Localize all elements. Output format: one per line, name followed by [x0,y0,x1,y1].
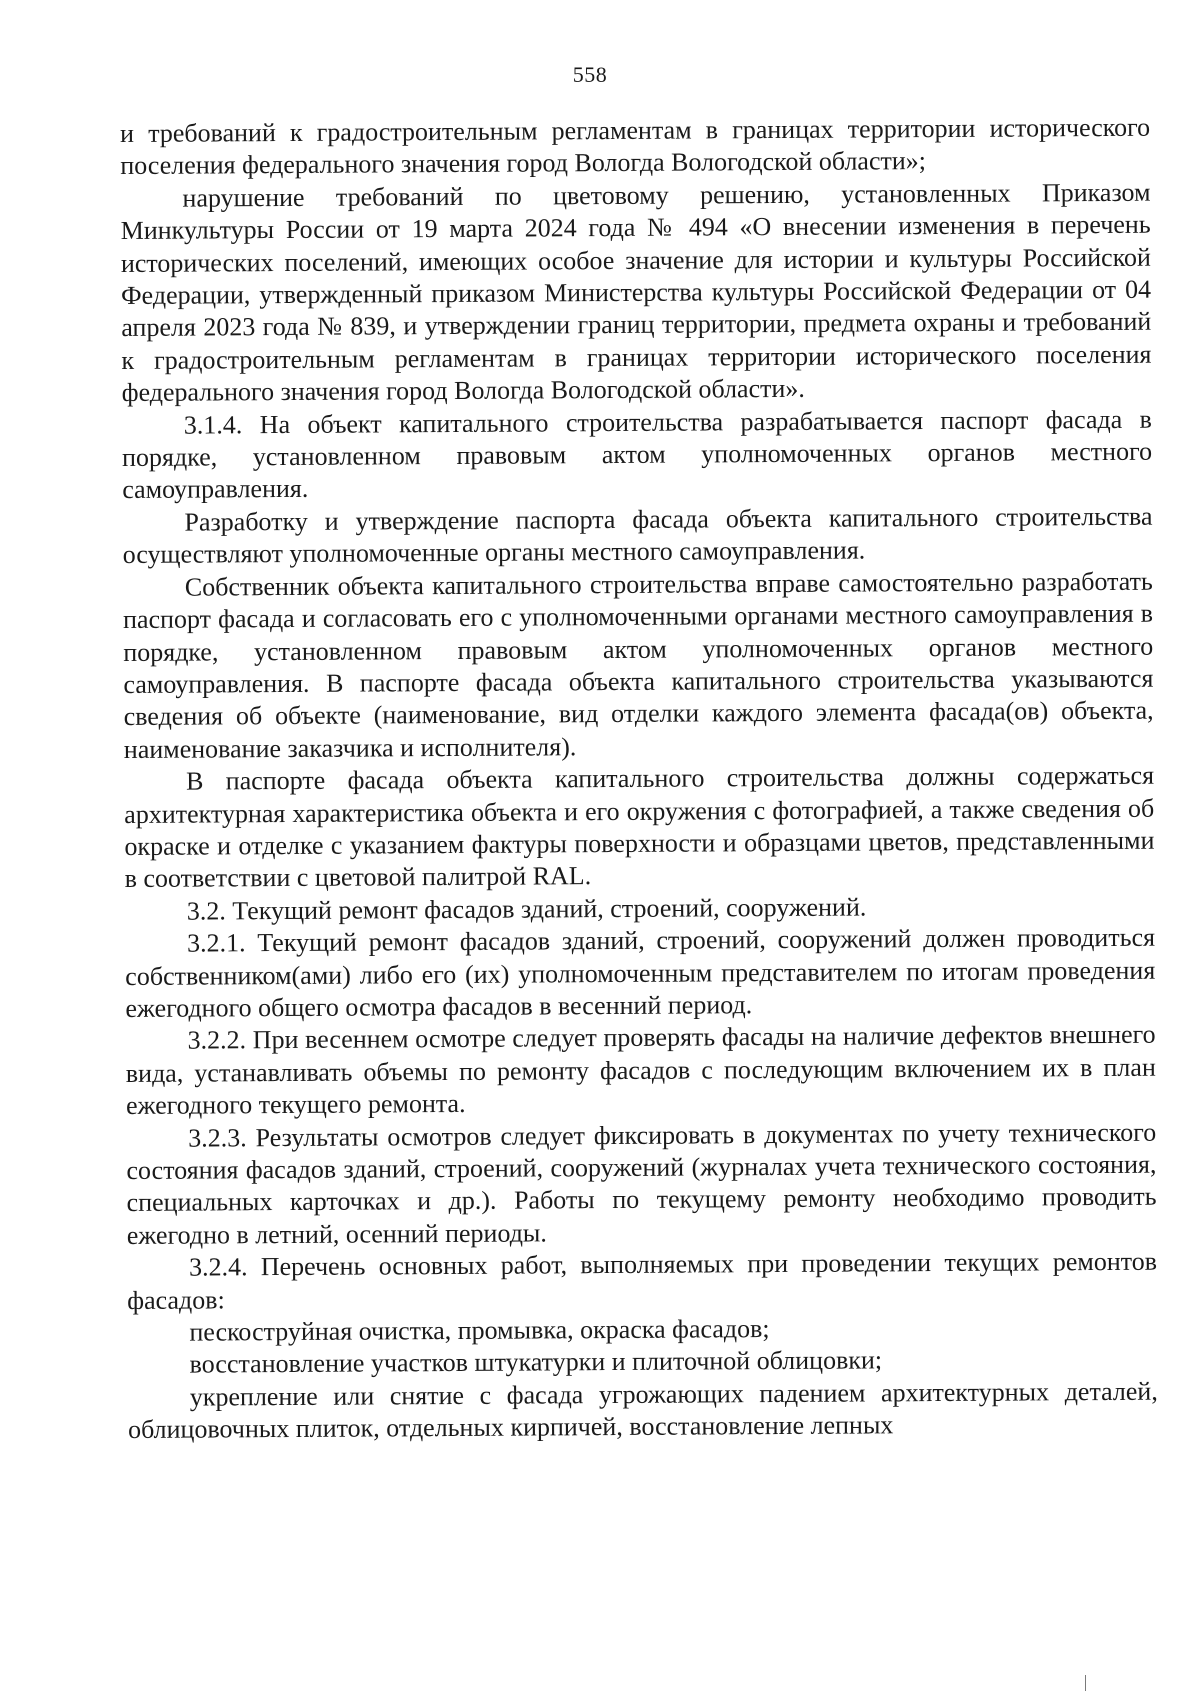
paragraph-3-2-3: 3.2.3. Результаты осмотров следует фиксировать в документах по учету технического состояния фасадов зданий, строений, сооружений (журналах учета технического состояния, специальных карточках и др.). Работы по текущему ремонту необходимо проводить ежегодно в летний, осенний периоды. [126,1117,1157,1250]
paragraph-3-1-4: 3.1.4. На объект капитального строительства разрабатывается паспорт фасада в порядке, установленном правовым актом уполномоченных органов местного самоуправления. [121,404,1153,505]
list-item-reinforcement: укрепление или снятие с фасада угрожающих падением архитектурных деталей, облицовочных плиток, отдельных кирпичей, восстановление лепных [127,1376,1158,1445]
paragraph-passport-development: Разработку и утверждение паспорта фасада объекта капитального строительства осуществляют уполномоченные органы местного самоуправления. [122,501,1153,570]
document-body [120,112,1158,1447]
scan-edge-mark [1085,1675,1086,1691]
paragraph-3-2-2: 3.2.2. При весеннем осмотре следует проверять фасады на наличие дефектов внешнего вида, устанавливать объемы по ремонту фасадов с последующим включением их в план ежегодного текущего ремонта. [125,1020,1156,1121]
list-item-sandblasting: пескоструйная очистка, промывка, окраска фасадов; [189,1314,770,1347]
paragraph-continuation: и требований к градостроительным регламентам в границах территории исторического поселения федерального значения город Вологда Вологодской области»; [120,112,1151,181]
page-number: 558 [572,62,608,87]
paragraph-3-2-4: 3.2.4. Перечень основных работ, выполняемых при проведении текущих ремонтов фасадов: [127,1246,1158,1315]
paragraph-3-2-1: 3.2.1. Текущий ремонт фасадов зданий, строений, сооружений должен проводиться собственником(ами) либо его (их) уполномоченным представителем по итогам проведения ежегодного общего осмотра фасадов в весенний период. [125,922,1156,1023]
paragraph-passport-contents: В паспорте фасада объекта капитального строительства должны содержаться архитектурная характеристика объекта и его окружения с фотографией, а также сведения об окраске и отделке с указанием фактуры поверхности и образцами цветов, представленными в соответствии с цветовой палитрой RAL. [124,760,1155,894]
list-item-plaster-restoration: восстановление участков штукатурки и плиточной облицовки; [189,1345,883,1380]
paragraph-owner-rights: Собственник объекта капитального строительства вправе самостоятельно разработать паспорт фасада и согласовать его с уполномоченными органами местного самоуправления в порядке, установленном правовым актом уполномоченных органов местного самоуправления. В паспорте фасада объекта капитального строительства указываются сведения об объекте (наименование, вид отделки каждого элемента фасада(ов) объекта, наименование заказчика и исполнителя). [122,566,1154,764]
section-heading-3-2: 3.2. Текущий ремонт фасадов зданий, строений, сооружений. [186,892,867,926]
paragraph-color-requirements-violation: нарушение требований по цветовому решению, установленных Приказом Минкультуры России от 19 марта 2024 года № 494 «О внесении изменения в перечень исторических поселений, имеющих особое значение для истории и культуры Российской Федерации, утвержденный приказом Министерства культуры Российской Федерации от 04 апреля 2023 года № 839, и утверждении границ территории, предмета охраны и требований к градостроительным регламентам в границах территории исторического поселения федерального значения город Вологда Вологодской области». [120,177,1152,408]
